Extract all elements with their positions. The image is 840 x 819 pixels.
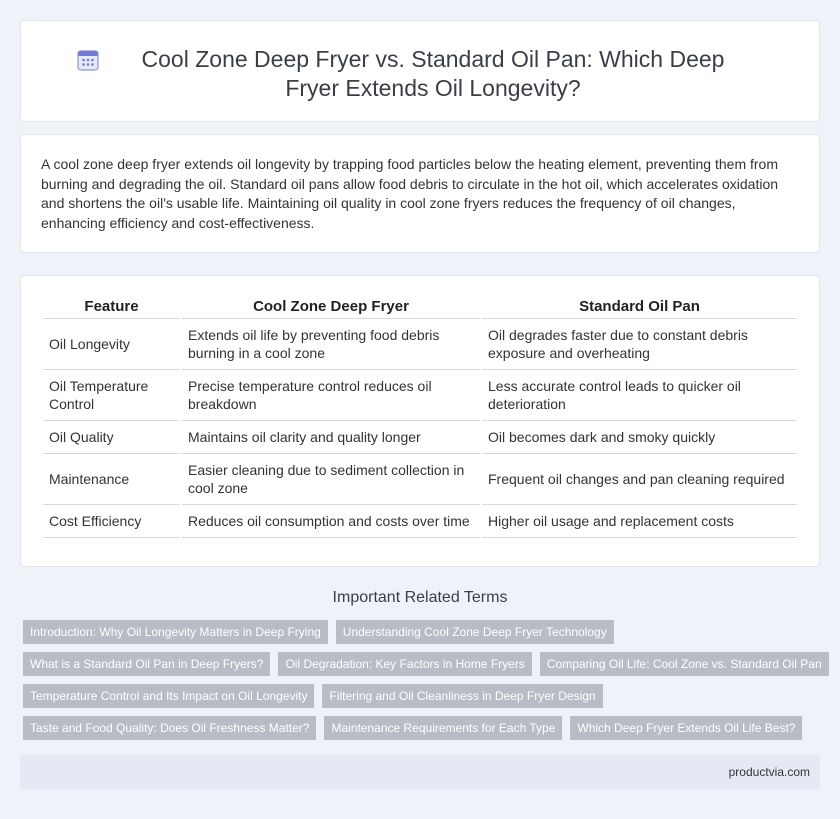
related-term-link[interactable]: Comparing Oil Life: Cool Zone vs. Standard Oil Pan [540, 652, 829, 676]
table-cell: Extends oil life by preventing food debris burning in a cool zone [182, 319, 480, 370]
intro-paragraph: A cool zone deep fryer extends oil longevity by trapping food particles below the heating element, preventing them from burning and degrading the oil. Standard oil pans allow food debris to circulate in the hot oil, which accelerates oxidation and shortens the oil's usable life. Maintaining oil quality in cool zone fryers reduces the frequency of oil changes, enhancing efficiency and cost-effectiveness. [41, 156, 779, 231]
table-cell: Reduces oil consumption and costs over time [182, 505, 480, 538]
table-cell: Precise temperature control reduces oil breakdown [182, 370, 480, 421]
title-card [20, 20, 820, 122]
calendar-icon [75, 48, 101, 72]
footer-site-link[interactable]: productvia.com [728, 765, 810, 779]
related-terms-heading: Important Related Terms [332, 589, 508, 606]
page-title: Cool Zone Deep Fryer vs. Standard Oil Pan: Which Deep Fryer Extends Oil Longevity? [141, 46, 725, 101]
table-cell: Maintenance [43, 454, 180, 505]
table-cell: Oil Temperature Control [43, 370, 180, 421]
related-term-link[interactable]: Introduction: Why Oil Longevity Matters in Deep Frying [23, 620, 328, 644]
table-row [43, 319, 797, 370]
table-row [43, 370, 797, 421]
comparison-card [20, 275, 820, 567]
table-cell: Frequent oil changes and pan cleaning required [482, 454, 797, 505]
related-term-link[interactable]: Oil Degradation: Key Factors in Home Fryers [278, 652, 531, 676]
table-cell: Oil degrades faster due to constant debris exposure and overheating [482, 319, 797, 370]
table-cell: Easier cleaning due to sediment collection in cool zone [182, 454, 480, 505]
related-term-link[interactable]: Temperature Control and Its Impact on Oil Longevity [23, 684, 314, 708]
related-term-link[interactable]: Taste and Food Quality: Does Oil Freshness Matter? [23, 716, 316, 740]
related-terms-list [23, 620, 823, 748]
table-cell: Oil becomes dark and smoky quickly [482, 421, 797, 454]
table-row [43, 421, 797, 454]
header-cool-zone: Cool Zone Deep Fryer [182, 294, 480, 319]
tag-row [23, 620, 823, 644]
header-feature: Feature [43, 294, 180, 319]
table-header-row [43, 294, 797, 319]
table-cell: Cost Efficiency [43, 505, 180, 538]
table-cell: Less accurate control leads to quicker oil deterioration [482, 370, 797, 421]
related-term-link[interactable]: Understanding Cool Zone Deep Fryer Technology [336, 620, 614, 644]
tag-row [23, 716, 823, 740]
intro-card [20, 134, 820, 253]
table-cell: Oil Longevity [43, 319, 180, 370]
table-row [43, 454, 797, 505]
tag-row [23, 684, 823, 708]
title-wrap [21, 45, 819, 103]
related-term-link[interactable]: Which Deep Fryer Extends Oil Life Best? [570, 716, 802, 740]
table-cell: Oil Quality [43, 421, 180, 454]
footer-bar [20, 755, 820, 789]
header-standard: Standard Oil Pan [482, 294, 797, 319]
table-row [43, 505, 797, 538]
related-term-link[interactable]: Filtering and Oil Cleanliness in Deep Fryer Design [322, 684, 602, 708]
related-term-link[interactable]: Maintenance Requirements for Each Type [324, 716, 562, 740]
related-term-link[interactable]: What is a Standard Oil Pan in Deep Fryers? [23, 652, 270, 676]
tag-row [23, 652, 823, 676]
comparison-table [41, 294, 799, 538]
table-cell: Maintains oil clarity and quality longer [182, 421, 480, 454]
table-cell: Higher oil usage and replacement costs [482, 505, 797, 538]
